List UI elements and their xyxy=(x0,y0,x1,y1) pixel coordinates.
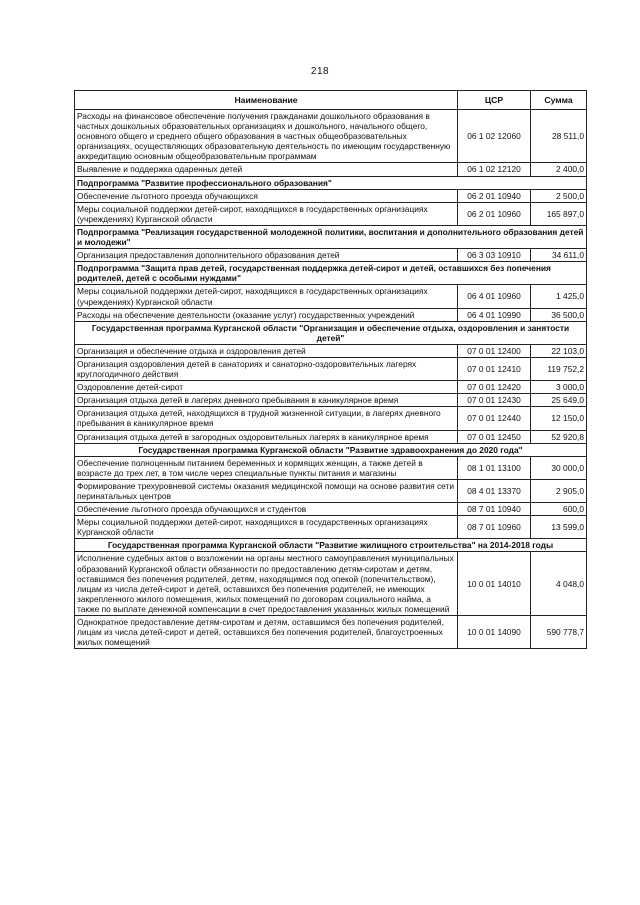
table-row xyxy=(75,516,587,539)
row-sum: 2 400,0 xyxy=(531,163,587,176)
program-title: Государственная программа Курганской области "Развитие жилищного строительства" на 2014-2018 годы xyxy=(75,539,587,552)
program-row xyxy=(75,321,587,344)
row-csr: 07 0 01 12450 xyxy=(458,430,531,443)
row-sum: 30 000,0 xyxy=(531,456,587,479)
program-title: Государственная программа Курганской области "Организация и обеспечение отдыха, оздоровления и занятости детей" xyxy=(75,321,587,344)
table-row xyxy=(75,285,587,308)
row-sum: 4 048,0 xyxy=(531,552,587,616)
row-sum: 34 611,0 xyxy=(531,249,587,262)
table-row xyxy=(75,381,587,394)
row-name: Однократное предоставление детям-сиротам и детям, оставшимся без попечения родителей, лицам из числа детей-сирот и детей, оставшихся без попечения родителей, благоустроенных жилых помещений xyxy=(75,616,458,649)
row-sum: 12 150,0 xyxy=(531,407,587,430)
row-csr: 08 4 01 13370 xyxy=(458,479,531,502)
budget-table xyxy=(74,90,587,649)
program-row xyxy=(75,539,587,552)
row-name: Организация отдыха детей в загородных оздоровительных лагерях в каникулярное время xyxy=(75,430,458,443)
row-csr: 06 2 01 10940 xyxy=(458,189,531,202)
table-row xyxy=(75,110,587,163)
row-sum: 600,0 xyxy=(531,503,587,516)
row-sum: 1 425,0 xyxy=(531,285,587,308)
row-csr: 06 2 01 10960 xyxy=(458,202,531,225)
row-csr: 08 1 01 13100 xyxy=(458,456,531,479)
subprogram-title: Подпрограмма "Реализация государственной молодежной политики, воспитания и дополнительного образования детей и молодежи" xyxy=(75,225,587,248)
table-row xyxy=(75,163,587,176)
page-number: 218 xyxy=(310,66,330,77)
row-name: Оздоровление детей-сирот xyxy=(75,381,458,394)
header-name: Наименование xyxy=(75,91,458,110)
row-name: Меры социальной поддержки детей-сирот, находящихся в государственных организациях Курганской области xyxy=(75,516,458,539)
row-name: Меры социальной поддержки детей-сирот, находящихся в государственных организациях (учреждениях) Курганской области xyxy=(75,285,458,308)
row-sum: 28 511,0 xyxy=(531,110,587,163)
row-name: Расходы на обеспечение деятельности (оказание услуг) государственных учреждений xyxy=(75,308,458,321)
row-name: Организация отдыха детей в лагерях дневного пребывания в каникулярное время xyxy=(75,394,458,407)
row-csr: 08 7 01 10940 xyxy=(458,503,531,516)
row-name: Расходы на финансовое обеспечение получения гражданами дошкольного образования в частных дошкольных образовательных организациях и дошкольного, начального общего, основного общего и среднего общего образования в частных общеобразовательных организациях, осуществляющих образовательную деятельность по имеющим государственную аккредитацию основным общеобразовательным программам xyxy=(75,110,458,163)
row-csr: 07 0 01 12400 xyxy=(458,344,531,357)
subprogram-title: Подпрограмма "Развитие профессионального образования" xyxy=(75,176,587,189)
row-csr: 10 0 01 14010 xyxy=(458,552,531,616)
row-name: Организация отдыха детей, находящихся в трудной жизненной ситуации, в лагерях дневного пребывания в каникулярное время xyxy=(75,407,458,430)
row-name: Обеспечение льготного проезда обучающихся xyxy=(75,189,458,202)
subprogram-title: Подпрограмма "Защита прав детей, государственная поддержка детей-сирот и детей, оставшихся без попечения родителей, детей с особыми нуждами" xyxy=(75,262,587,285)
row-sum: 3 000,0 xyxy=(531,381,587,394)
row-csr: 07 0 01 12440 xyxy=(458,407,531,430)
table-row xyxy=(75,344,587,357)
header-csr: ЦСР xyxy=(458,91,531,110)
table-row xyxy=(75,552,587,616)
subprogram-row xyxy=(75,176,587,189)
table-row xyxy=(75,308,587,321)
subprogram-row xyxy=(75,225,587,248)
table-row xyxy=(75,456,587,479)
program-title: Государственная программа Курганской области "Развитие здравоохранения до 2020 года" xyxy=(75,443,587,456)
table-header-row xyxy=(75,91,587,110)
row-csr: 07 0 01 12430 xyxy=(458,394,531,407)
row-sum: 165 897,0 xyxy=(531,202,587,225)
row-csr: 10 0 01 14090 xyxy=(458,616,531,649)
program-row xyxy=(75,443,587,456)
row-name: Выявление и поддержка одаренных детей xyxy=(75,163,458,176)
table-row xyxy=(75,616,587,649)
row-sum: 119 752,2 xyxy=(531,357,587,380)
row-name: Организация и обеспечение отдыха и оздоровления детей xyxy=(75,344,458,357)
subprogram-row xyxy=(75,262,587,285)
row-sum: 22 103,0 xyxy=(531,344,587,357)
row-csr: 06 3 03 10910 xyxy=(458,249,531,262)
row-name: Организация оздоровления детей в санаториях и санаторно-оздоровительных лагерях круглогодичного действия xyxy=(75,357,458,380)
row-sum: 590 778,7 xyxy=(531,616,587,649)
row-sum: 36 500,0 xyxy=(531,308,587,321)
table-row xyxy=(75,407,587,430)
row-sum: 25 649,0 xyxy=(531,394,587,407)
row-sum: 52 920,8 xyxy=(531,430,587,443)
row-name: Исполнение судебных актов о возложении на органы местного самоуправления муниципальных образований Курганской области обязанности по предоставлению детям-сиротам и детям, оставшимся без попечения родителей, детям, находящимся под опекой (попечительством), лицам из числа детей-сирот и детей, оставшихся без попечения родителей, не имеющих закрепленного жилого помещения, жилых помещений по договорам социального найма, а также по выплате денежной компенсации в счет предоставления указанных жилых помещений xyxy=(75,552,458,616)
table-row xyxy=(75,430,587,443)
row-name: Обеспечение льготного проезда обучающихся и студентов xyxy=(75,503,458,516)
table-row xyxy=(75,189,587,202)
row-sum: 2 500,0 xyxy=(531,189,587,202)
row-csr: 07 0 01 12420 xyxy=(458,381,531,394)
row-csr: 06 1 02 12060 xyxy=(458,110,531,163)
table-row xyxy=(75,357,587,380)
row-csr: 06 1 02 12120 xyxy=(458,163,531,176)
row-name: Меры социальной поддержки детей-сирот, находящихся в государственных организациях (учреждениях) Курганской области xyxy=(75,202,458,225)
table-row xyxy=(75,202,587,225)
row-sum: 2 905,0 xyxy=(531,479,587,502)
row-csr: 08 7 01 10960 xyxy=(458,516,531,539)
table-row xyxy=(75,479,587,502)
row-name: Формирование трехуровневой системы оказания медицинской помощи на основе развития сети перинатальных центров xyxy=(75,479,458,502)
header-sum: Сумма xyxy=(531,91,587,110)
table-row xyxy=(75,249,587,262)
table-row xyxy=(75,394,587,407)
row-name: Организация предоставления дополнительного образования детей xyxy=(75,249,458,262)
row-csr: 06 4 01 10960 xyxy=(458,285,531,308)
table-row xyxy=(75,503,587,516)
row-name: Обеспечение полноценным питанием беременных и кормящих женщин, а также детей в возрасте до трех лет, в том числе через специальные пункты питания и магазины xyxy=(75,456,458,479)
row-sum: 13 599,0 xyxy=(531,516,587,539)
row-csr: 07 0 01 12410 xyxy=(458,357,531,380)
row-csr: 06 4 01 10990 xyxy=(458,308,531,321)
